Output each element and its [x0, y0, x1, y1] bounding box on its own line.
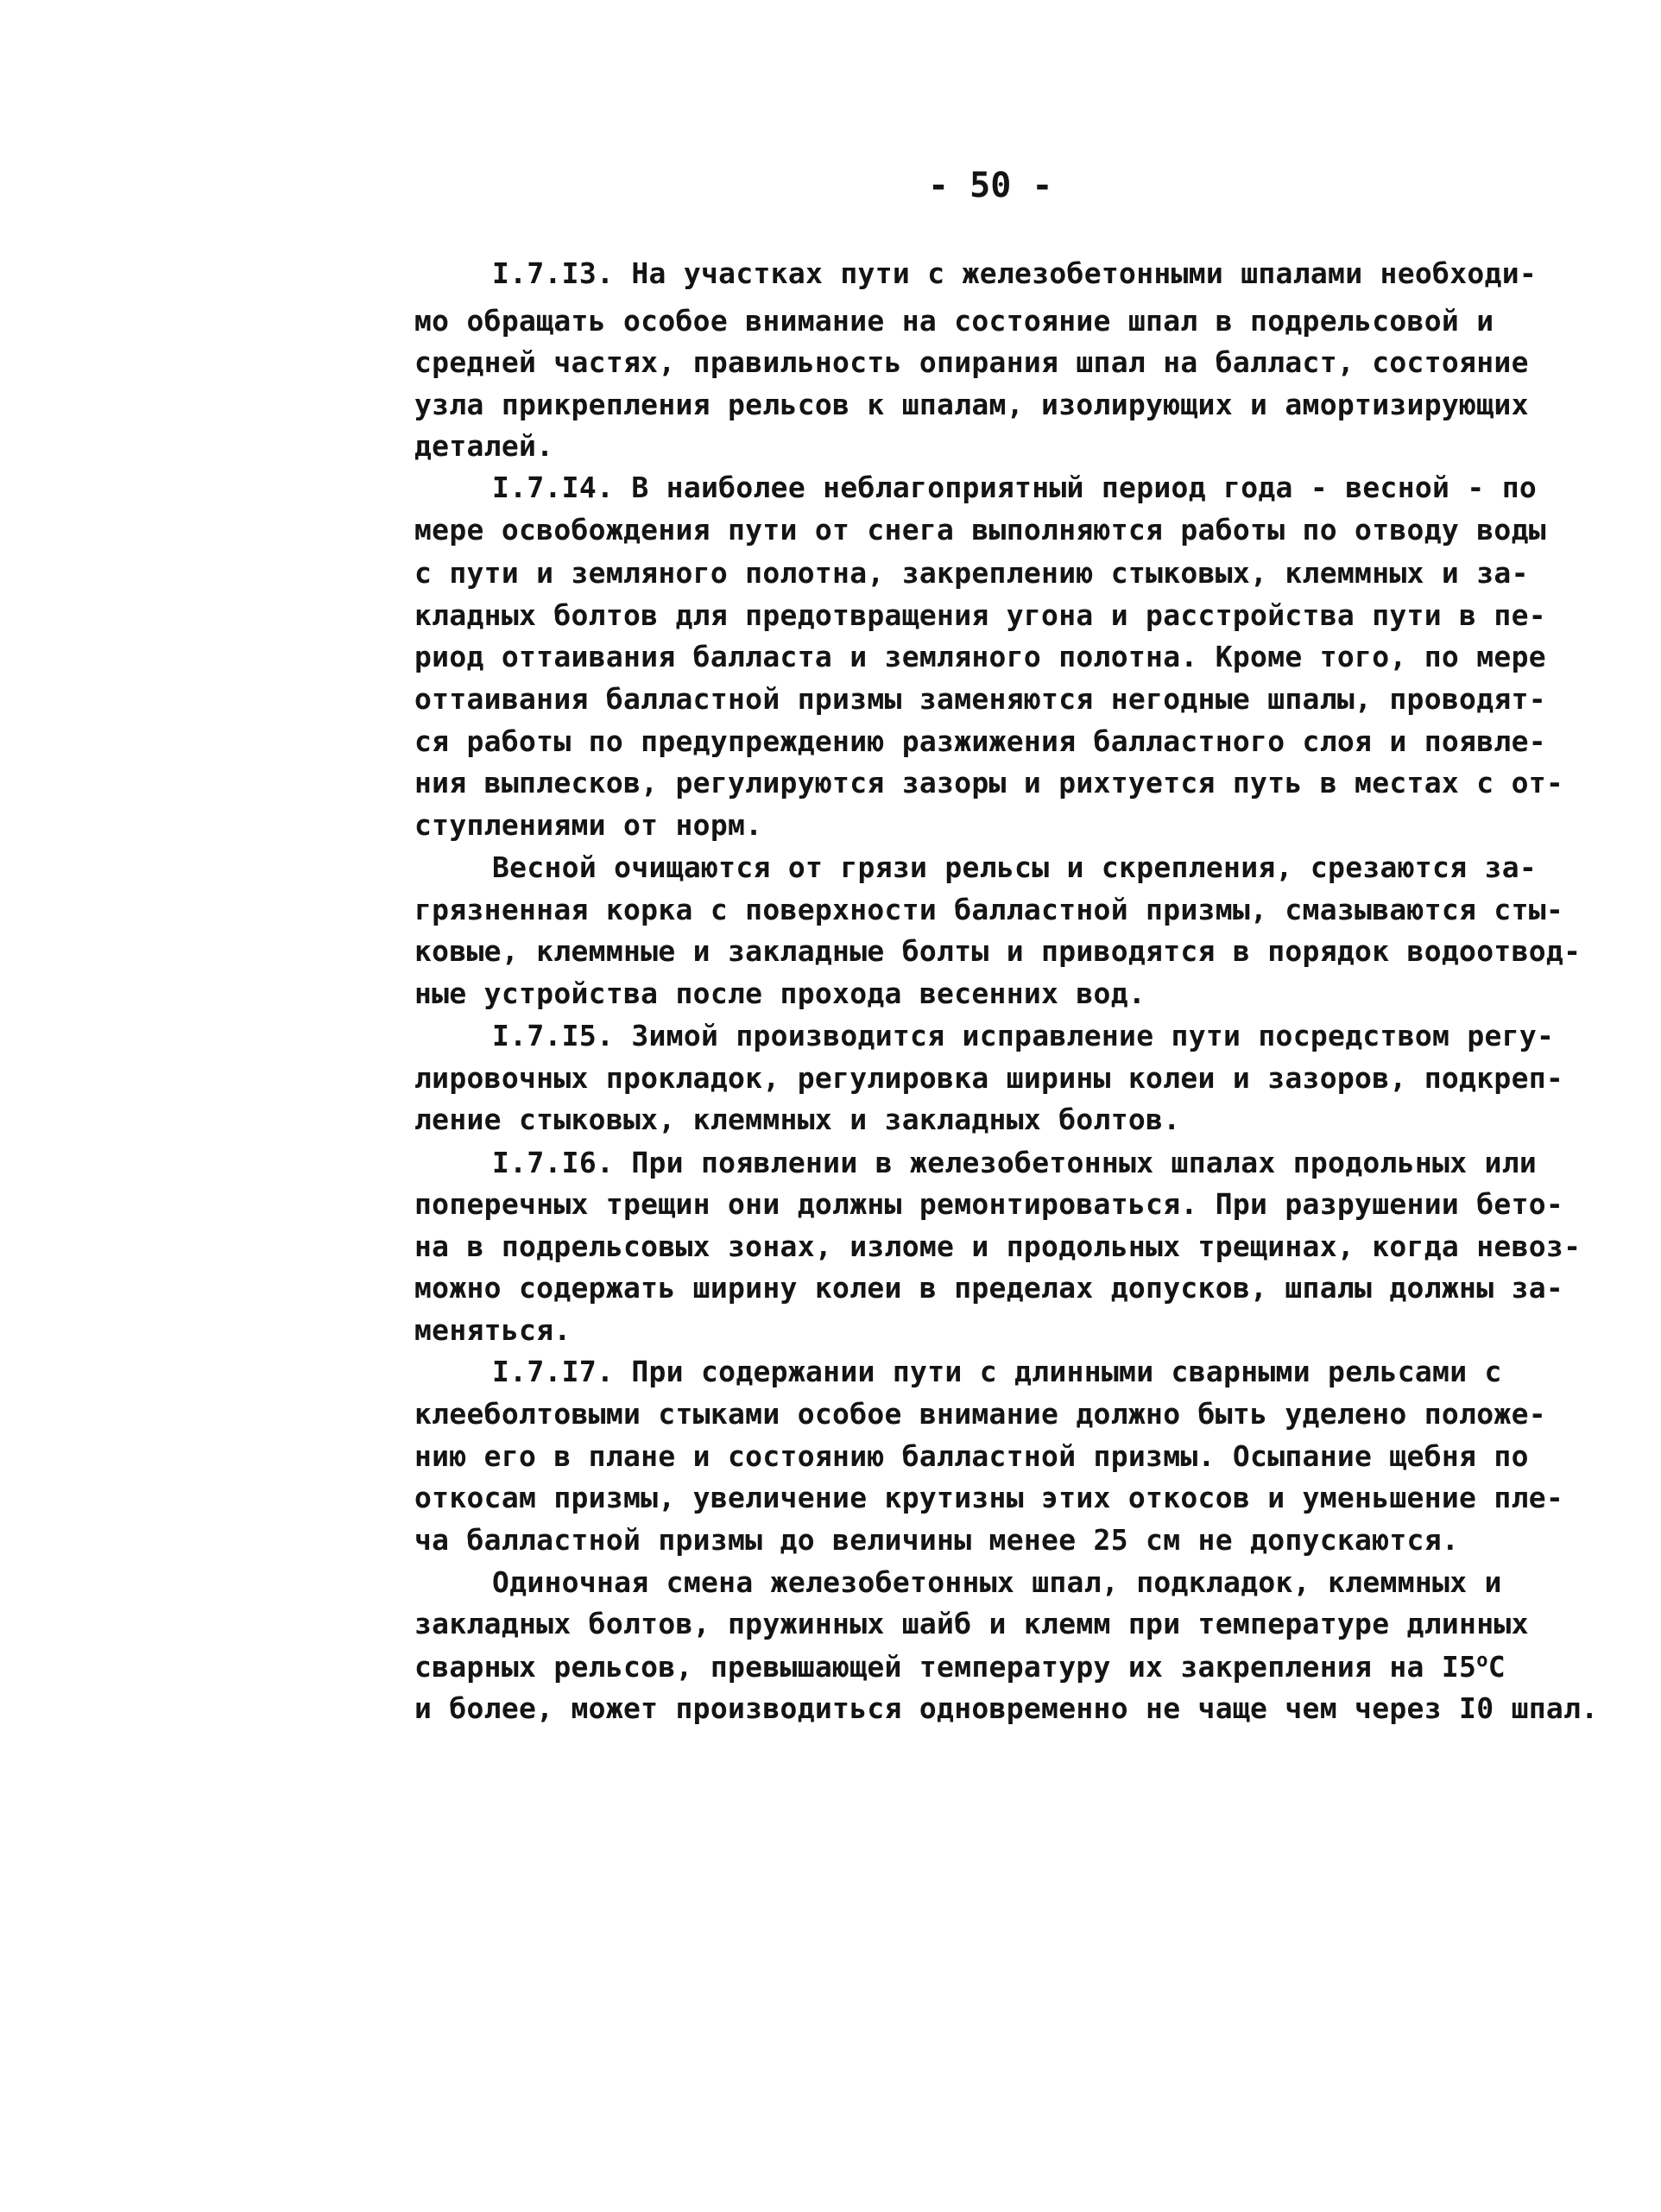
paragraph-1-7-15-line-1: I.7.I5. Зимой производится исправление пути посредством регу-: [492, 1019, 1555, 1052]
paragraph-replacement-line-1: Одиночная смена железобетонных шпал, подкладок, клеммных и: [492, 1565, 1502, 1599]
text-line: мо обращать особое внимание на состояние шпал в подрельсовой и: [414, 304, 1494, 338]
text-line: откосам призмы, увеличение крутизны этих откосов и уменьшение пле-: [414, 1481, 1564, 1514]
text-line: меняться.: [414, 1313, 572, 1347]
text-line: на в подрельсовых зонах, изломе и продольных трещинах, когда невоз-: [414, 1229, 1582, 1263]
text-line: ча балластной призмы до величины менее 25 см не допускаются.: [414, 1523, 1460, 1557]
text-line: узла прикрепления рельсов к шпалам, изолирующих и амортизирующих: [414, 388, 1529, 421]
text-line: деталей.: [414, 429, 554, 463]
degree-superscript: о: [1476, 1650, 1488, 1672]
text-line: средней частях, правильность опирания шпал на балласт, состояние: [414, 345, 1529, 379]
text-line: ся работы по предупреждению разжижения балластного слоя и появле-: [414, 724, 1546, 758]
text-line: кладных болтов для предотвращения угона и расстройства пути в пе-: [414, 598, 1546, 632]
celsius-unit: С: [1487, 1650, 1506, 1684]
text-line: грязненная корка с поверхности балластной призмы, смазываются сты-: [414, 893, 1564, 926]
paragraph-1-7-17-line-1: I.7.I7. При содержании пути с длинными сварными рельсами с: [492, 1355, 1502, 1388]
paragraph-1-7-14-line-1: I.7.I4. В наиболее неблагоприятный период года - весной - по: [492, 471, 1538, 504]
text-line: мере освобождения пути от снега выполняются работы по отводу воды: [414, 513, 1546, 547]
text-line: оттаивания балластной призмы заменяются негодные шпалы, проводят-: [414, 682, 1546, 716]
paragraph-1-7-16-line-1: I.7.I6. При появлении в железобетонных шпалах продольных или: [492, 1146, 1538, 1179]
text-line: лировочных прокладок, регулировка ширины колеи и зазоров, подкреп-: [414, 1061, 1564, 1095]
paragraph-spring-line-1: Весной очищаются от грязи рельсы и скрепления, срезаются за-: [492, 850, 1538, 884]
text-line: ступлениями от норм.: [414, 808, 763, 842]
text-line: ния выплесков, регулируются зазоры и рихтуется путь в местах с от-: [414, 766, 1564, 799]
text-line: ковые, клеммные и закладные болты и приводятся в порядок водоотвод-: [414, 934, 1582, 968]
text-line: ные устройства после прохода весенних вод.: [414, 976, 1146, 1010]
text-line: можно содержать ширину колеи в пределах допусков, шпалы должны за-: [414, 1271, 1564, 1305]
text-line: [414, 1650, 1506, 1684]
text-line: нию его в плане и состоянию балластной призмы. Осыпание щебня по: [414, 1439, 1529, 1473]
text-line: риод оттаивания балласта и земляного полотна. Кроме того, по мере: [414, 640, 1546, 673]
text-line-main: сварных рельсов, превышающей температуру их закрепления на I5: [414, 1650, 1477, 1684]
text-line: поперечных трещин они должны ремонтироваться. При разрушении бето-: [414, 1187, 1564, 1221]
text-line: закладных болтов, пружинных шайб и клемм при температуре длинных: [414, 1607, 1529, 1640]
paragraph-1-7-13-line-1: I.7.I3. На участках пути с железобетонными шпалами необходи-: [492, 256, 1538, 290]
text-line: ление стыковых, клеммных и закладных болтов.: [414, 1103, 1181, 1136]
page-number: - 50 -: [928, 166, 1053, 205]
text-line: и более, может производиться одновременно не чаще чем через I0 шпал.: [414, 1691, 1599, 1725]
text-line: клееболтовыми стыками особое внимание должно быть уделено положе-: [414, 1397, 1546, 1431]
text-line: с пути и земляного полотна, закреплению стыковых, клеммных и за-: [414, 556, 1529, 590]
